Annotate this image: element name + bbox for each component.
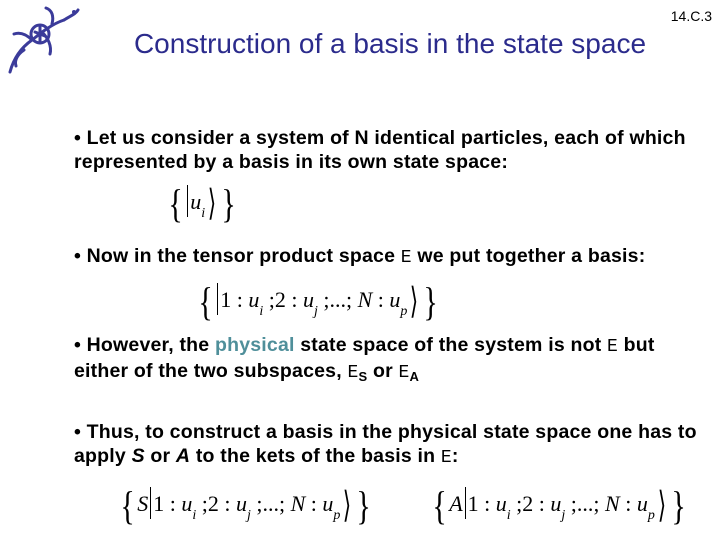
slide-number: 14.C.3: [670, 8, 712, 24]
formula-antisymmetrized-basis: { A 1 : $u_i$ ;2 : $u_j$ ;...; N : $u_p⟩$ }: [432, 483, 686, 528]
slide-title: Construction of a basis in the state space: [133, 28, 647, 59]
bullet-3: • However, the physical state space of the system is not E but either of the two subspaces, $E_S$ or $E_A$: [74, 334, 655, 384]
formula-tensor-basis: { 1 : $u_i$ ;2 : $u_j$ ;...; N : $u_p⟩$ }: [198, 279, 439, 324]
bullet-4: • Thus, to construct a basis in the physical state space one has to apply S or A to the kets of the basis in E:: [74, 421, 697, 468]
lizard-logo-icon: [2, 2, 82, 78]
bullet-1: [74, 126, 704, 174]
space-E: E: [400, 248, 412, 268]
bullet-2: • Now in the tensor product space E we put together a basis:: [74, 245, 646, 268]
bullet-1-text: • Let us consider a system of N identical particles, each of which represented by a basis in its own state space:: [74, 127, 686, 173]
formula-single-basis: { $u_i⟩$ }: [168, 181, 236, 226]
formula-symmetrized-basis: { S 1 : $u_i$ ;2 : $u_j$ ;...; N : $u_p⟩$ }: [120, 483, 372, 528]
physical-word: physical: [214, 334, 295, 356]
